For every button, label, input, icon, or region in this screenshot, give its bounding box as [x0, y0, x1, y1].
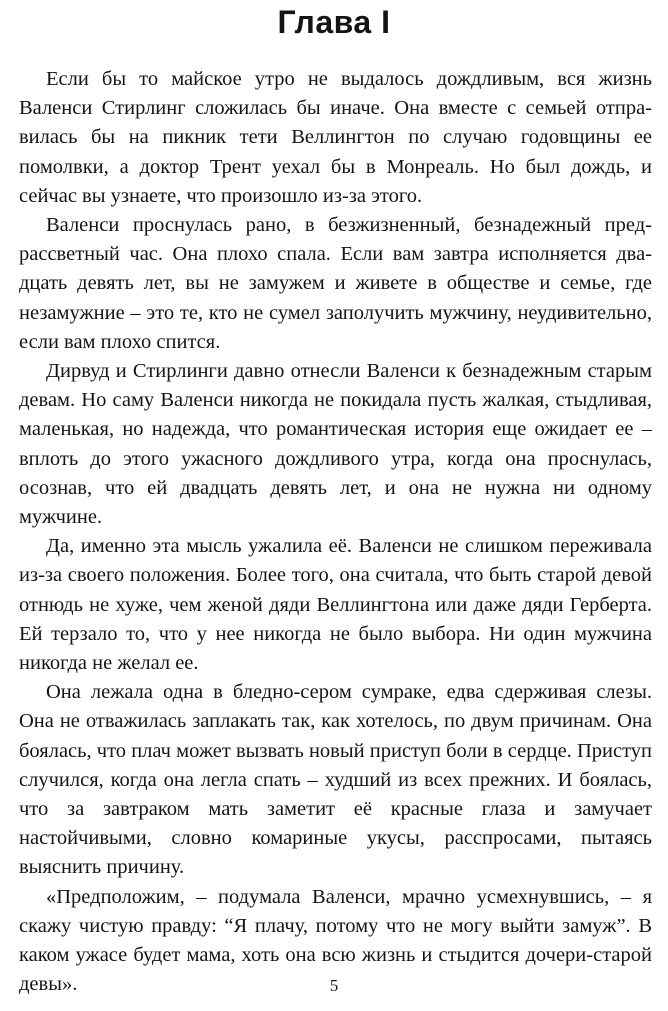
- paragraph: Дирвуд и Стирлинги давно отнесли Валенси к безнадежным старым девам. Но саму Валенси никогда не покидала пусть жалкая, стыдливая, маленькая, но надежда, что романтическая история еще ожидает ее – вплоть до этого ужасного дождливого утра, когда она проснулась, осознав, что ей двадцать девять лет, и она не нужна ни одному мужчине.: [19, 360, 652, 529]
- paragraph: Валенси проснулась рано, в безжизненный, безнадежный предрассветный час. Она плохо спала. Если вам завтра исполняется двадцать девять лет, вы не замужем и живете в обществе и семье, где незамужние – это те, кто не сумел заполучить мужчину, неудивительно, если вам плохо спится.: [19, 214, 652, 353]
- page-number: 5: [329, 976, 339, 995]
- paragraph: Да, именно эта мысль ужалила её. Валенси не слишком переживала из-за своего положения. Более того, она считала, что быть старой девой отнюдь не хуже, чем женой дяди Веллингтона или даже дяди Герберта. Ей терзало то, что у нее никогда не было выбора. Ни один мужчина никогда не желал ее.: [19, 535, 652, 675]
- paragraph: «Предположим, – подумала Валенси, мрачно усмехнувшись, – я скажу чистую правду: “Я плачу, потому что не могу выйти замуж”. В каком ужасе будет мама, хоть она всю жизнь и стыдится дочери-старой девы».: [19, 885, 652, 996]
- chapter-body: [19, 65, 652, 1000]
- paragraph: Она лежала одна в бледно-сером сумраке, едва сдерживая слезы. Она не отважилась заплакать так, как хотелось, по двум причинам. Она боялась, что плач может вызвать новый приступ боли в сердце. Приступ случился, когда она легла спать – худший из всех прежних. И боялась, что за завтраком мать заметит её красные глаза и замучает настойчивыми, словно комариные укусы, расспросами, пытаясь выяснить причину.: [19, 681, 652, 879]
- paragraph: Если бы то майское утро не выдалось дождливым, вся жизнь Валенси Стирлинг сложилась бы иначе. Она вместе с семьей отправилась бы на пикник тети Веллингтон по случаю годовщины ее помолвки, а доктор Трент уехал бы в Монреаль. Но был дождь, и сейчас вы узнаете, что произошло из-за этого.: [19, 68, 652, 207]
- chapter-title: Глава I: [277, 4, 391, 40]
